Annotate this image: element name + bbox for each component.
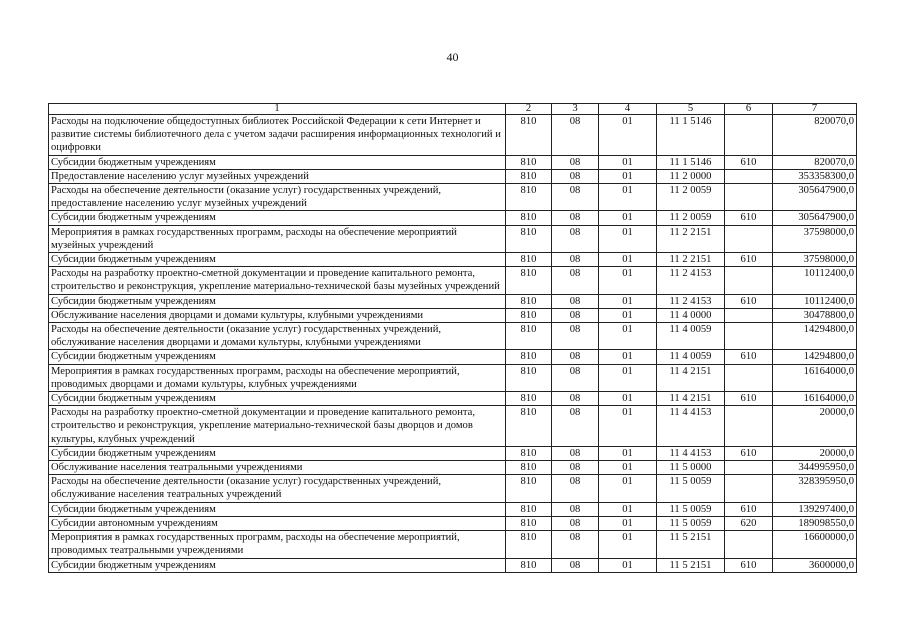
row-subsection: 01: [599, 253, 657, 267]
row-amount: 20000,0: [773, 446, 857, 460]
row-target-article: 11 5 2151: [657, 531, 725, 558]
table-row: [49, 184, 857, 211]
row-section: 08: [552, 475, 599, 502]
row-expense-type: [725, 267, 773, 294]
table-row: [49, 406, 857, 447]
row-expense-type: [725, 364, 773, 391]
col-header-2: 2: [506, 104, 552, 115]
row-subsection: 01: [599, 392, 657, 406]
row-expense-type: [725, 406, 773, 447]
row-section: 08: [552, 392, 599, 406]
row-subsection: 01: [599, 364, 657, 391]
row-section: 08: [552, 267, 599, 294]
row-admin-code: 810: [506, 267, 552, 294]
row-admin-code: 810: [506, 211, 552, 225]
row-amount: 189098550,0: [773, 516, 857, 530]
col-header-7: 7: [773, 104, 857, 115]
row-subsection: 01: [599, 267, 657, 294]
row-admin-code: 810: [506, 502, 552, 516]
row-expense-type: [725, 531, 773, 558]
table-row: [49, 253, 857, 267]
row-admin-code: 810: [506, 169, 552, 183]
table-row: [49, 308, 857, 322]
row-section: 08: [552, 253, 599, 267]
table-row: [49, 558, 857, 572]
col-header-6: 6: [725, 104, 773, 115]
budget-table: [48, 103, 857, 573]
row-amount: 14294800,0: [773, 323, 857, 350]
row-target-article: 11 2 0059: [657, 211, 725, 225]
header-row: [49, 104, 857, 115]
row-name: Обслуживание населения театральными учреждениями: [49, 461, 506, 475]
row-subsection: 01: [599, 155, 657, 169]
row-name: Мероприятия в рамках государственных программ, расходы на обеспечение мероприятий, проводимых театральными учреждениями: [49, 531, 506, 558]
col-header-1: 1: [49, 104, 506, 115]
row-admin-code: 810: [506, 364, 552, 391]
row-name: Субсидии автономным учреждениям: [49, 516, 506, 530]
row-admin-code: 810: [506, 115, 552, 156]
row-subsection: 01: [599, 211, 657, 225]
row-name: Мероприятия в рамках государственных программ, расходы на обеспечение мероприятий музейных учреждений: [49, 225, 506, 252]
row-admin-code: 810: [506, 475, 552, 502]
row-target-article: 11 2 0000: [657, 169, 725, 183]
row-subsection: 01: [599, 461, 657, 475]
row-admin-code: 810: [506, 461, 552, 475]
table-row: [49, 516, 857, 530]
row-expense-type: [725, 169, 773, 183]
row-section: 08: [552, 558, 599, 572]
row-amount: 353358300,0: [773, 169, 857, 183]
row-section: 08: [552, 531, 599, 558]
table-row: [49, 392, 857, 406]
col-header-4: 4: [599, 104, 657, 115]
row-name: Субсидии бюджетным учреждениям: [49, 502, 506, 516]
table-row: [49, 350, 857, 364]
col-header-5: 5: [657, 104, 725, 115]
row-subsection: 01: [599, 502, 657, 516]
row-target-article: 11 5 0059: [657, 516, 725, 530]
row-amount: 3600000,0: [773, 558, 857, 572]
row-section: 08: [552, 115, 599, 156]
row-expense-type: 610: [725, 253, 773, 267]
row-subsection: 01: [599, 169, 657, 183]
row-section: 08: [552, 446, 599, 460]
row-target-article: 11 1 5146: [657, 155, 725, 169]
row-subsection: 01: [599, 225, 657, 252]
table-row: [49, 475, 857, 502]
row-admin-code: 810: [506, 323, 552, 350]
row-expense-type: 610: [725, 446, 773, 460]
row-name: Субсидии бюджетным учреждениям: [49, 350, 506, 364]
row-target-article: 11 5 2151: [657, 558, 725, 572]
row-section: 08: [552, 350, 599, 364]
row-subsection: 01: [599, 558, 657, 572]
row-subsection: 01: [599, 308, 657, 322]
row-name: Субсидии бюджетным учреждениям: [49, 155, 506, 169]
row-subsection: 01: [599, 475, 657, 502]
row-subsection: 01: [599, 294, 657, 308]
row-section: 08: [552, 294, 599, 308]
row-admin-code: 810: [506, 446, 552, 460]
row-section: 08: [552, 155, 599, 169]
row-subsection: 01: [599, 446, 657, 460]
row-target-article: 11 4 0000: [657, 308, 725, 322]
row-expense-type: 610: [725, 155, 773, 169]
table-row: [49, 446, 857, 460]
row-expense-type: 610: [725, 294, 773, 308]
row-amount: 820070,0: [773, 155, 857, 169]
row-expense-type: [725, 475, 773, 502]
row-subsection: 01: [599, 406, 657, 447]
row-admin-code: 810: [506, 308, 552, 322]
row-expense-type: 610: [725, 211, 773, 225]
row-target-article: 11 1 5146: [657, 115, 725, 156]
row-name: Субсидии бюджетным учреждениям: [49, 392, 506, 406]
row-name: Расходы на разработку проектно-сметной документации и проведение капитального ремонта, строительство и реконструкция, укрепление материально-технической базы музейных учреждений: [49, 267, 506, 294]
row-name: Мероприятия в рамках государственных программ, расходы на обеспечение мероприятий, проводимых дворцами и домами культуры, клубных учреждениями: [49, 364, 506, 391]
row-amount: 344995950,0: [773, 461, 857, 475]
row-target-article: 11 2 4153: [657, 267, 725, 294]
row-section: 08: [552, 323, 599, 350]
row-expense-type: 620: [725, 516, 773, 530]
row-admin-code: 810: [506, 392, 552, 406]
row-target-article: 11 4 2151: [657, 364, 725, 391]
row-target-article: 11 2 2151: [657, 253, 725, 267]
row-amount: 139297400,0: [773, 502, 857, 516]
row-admin-code: 810: [506, 155, 552, 169]
table-row: [49, 531, 857, 558]
row-amount: 328395950,0: [773, 475, 857, 502]
row-amount: 14294800,0: [773, 350, 857, 364]
row-target-article: 11 5 0059: [657, 502, 725, 516]
row-admin-code: 810: [506, 184, 552, 211]
page-number: 40: [446, 50, 459, 64]
row-amount: 305647900,0: [773, 211, 857, 225]
col-header-3: 3: [552, 104, 599, 115]
row-name: Расходы на разработку проектно-сметной документации и проведение капитального ремонта, строительство и реконструкция, укрепление материально-технической базы дворцов и домов культуры, клубных учреждений: [49, 406, 506, 447]
row-amount: 30478800,0: [773, 308, 857, 322]
row-section: 08: [552, 308, 599, 322]
row-subsection: 01: [599, 184, 657, 211]
row-name: Расходы на обеспечение деятельности (оказание услуг) государственных учреждений, обслуживание населения дворцами и домами культуры, клубными учреждениями: [49, 323, 506, 350]
table-row: [49, 267, 857, 294]
table-row: [49, 115, 857, 156]
row-amount: 37598000,0: [773, 225, 857, 252]
row-target-article: 11 4 2151: [657, 392, 725, 406]
row-admin-code: 810: [506, 225, 552, 252]
row-target-article: 11 2 0059: [657, 184, 725, 211]
row-amount: 10112400,0: [773, 294, 857, 308]
row-expense-type: [725, 308, 773, 322]
table-row: [49, 294, 857, 308]
row-name: Обслуживание населения дворцами и домами культуры, клубными учреждениями: [49, 308, 506, 322]
row-amount: 16164000,0: [773, 392, 857, 406]
row-section: 08: [552, 516, 599, 530]
row-name: Субсидии бюджетным учреждениям: [49, 211, 506, 225]
row-admin-code: 810: [506, 294, 552, 308]
row-expense-type: [725, 225, 773, 252]
row-section: 08: [552, 211, 599, 225]
table-row: [49, 323, 857, 350]
row-expense-type: 610: [725, 350, 773, 364]
row-name: Расходы на подключение общедоступных библиотек Российской Федерации к сети Интернет и развитие системы библиотечного дела с учетом задачи расширения информационных технологий и оцифровки: [49, 115, 506, 156]
row-amount: 820070,0: [773, 115, 857, 156]
row-name: Расходы на обеспечение деятельности (оказание услуг) государственных учреждений, предоставление населению услуг музейных учреждений: [49, 184, 506, 211]
row-amount: 10112400,0: [773, 267, 857, 294]
row-admin-code: 810: [506, 531, 552, 558]
row-expense-type: 610: [725, 558, 773, 572]
row-name: Субсидии бюджетным учреждениям: [49, 558, 506, 572]
row-target-article: 11 2 2151: [657, 225, 725, 252]
row-target-article: 11 4 0059: [657, 350, 725, 364]
row-name: Субсидии бюджетным учреждениям: [49, 446, 506, 460]
row-subsection: 01: [599, 350, 657, 364]
row-admin-code: 810: [506, 516, 552, 530]
row-section: 08: [552, 169, 599, 183]
row-target-article: 11 5 0059: [657, 475, 725, 502]
row-subsection: 01: [599, 531, 657, 558]
row-name: Расходы на обеспечение деятельности (оказание услуг) государственных учреждений, обслуживание населения театральных учреждений: [49, 475, 506, 502]
row-name: Субсидии бюджетным учреждениям: [49, 294, 506, 308]
row-target-article: 11 4 0059: [657, 323, 725, 350]
row-name: Субсидии бюджетным учреждениям: [49, 253, 506, 267]
row-expense-type: [725, 323, 773, 350]
table-row: [49, 169, 857, 183]
row-target-article: 11 4 4153: [657, 446, 725, 460]
row-section: 08: [552, 502, 599, 516]
table-row: [49, 461, 857, 475]
table-row: [49, 502, 857, 516]
row-subsection: 01: [599, 323, 657, 350]
row-section: 08: [552, 461, 599, 475]
row-target-article: 11 2 4153: [657, 294, 725, 308]
row-subsection: 01: [599, 115, 657, 156]
row-subsection: 01: [599, 516, 657, 530]
row-admin-code: 810: [506, 350, 552, 364]
row-section: 08: [552, 225, 599, 252]
row-admin-code: 810: [506, 253, 552, 267]
row-expense-type: [725, 184, 773, 211]
table-row: [49, 364, 857, 391]
table-row: [49, 211, 857, 225]
row-section: 08: [552, 406, 599, 447]
row-expense-type: 610: [725, 502, 773, 516]
row-amount: 16600000,0: [773, 531, 857, 558]
row-expense-type: [725, 115, 773, 156]
row-expense-type: [725, 461, 773, 475]
row-admin-code: 810: [506, 406, 552, 447]
table-row: [49, 155, 857, 169]
table-row: [49, 225, 857, 252]
row-target-article: 11 5 0000: [657, 461, 725, 475]
row-section: 08: [552, 364, 599, 391]
row-amount: 20000,0: [773, 406, 857, 447]
row-target-article: 11 4 4153: [657, 406, 725, 447]
row-amount: 37598000,0: [773, 253, 857, 267]
row-amount: 305647900,0: [773, 184, 857, 211]
row-admin-code: 810: [506, 558, 552, 572]
row-expense-type: 610: [725, 392, 773, 406]
row-amount: 16164000,0: [773, 364, 857, 391]
row-section: 08: [552, 184, 599, 211]
row-name: Предоставление населению услуг музейных учреждений: [49, 169, 506, 183]
